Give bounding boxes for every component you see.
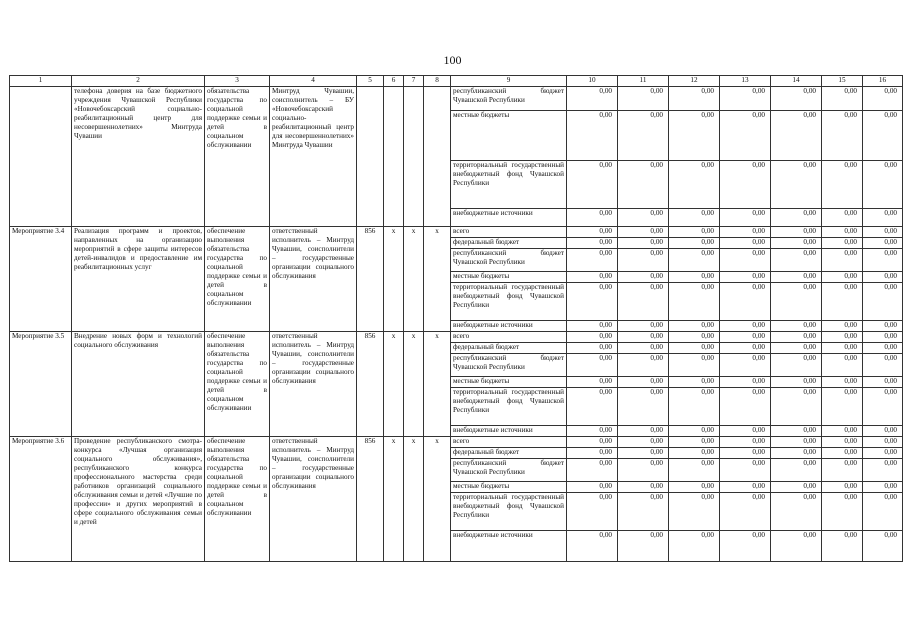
column-number: 15 — [822, 76, 863, 87]
code-cell — [357, 87, 384, 227]
amount-cell: 0,00 — [618, 227, 669, 238]
column-number: 6 — [384, 76, 404, 87]
amount-cell: 0,00 — [771, 482, 822, 493]
amount-cell: 0,00 — [720, 87, 771, 111]
amount-cell: 0,00 — [771, 377, 822, 388]
page-number: 100 — [443, 53, 462, 67]
measure-executor: ответственный исполнитель – Минтруд Чувашии, соисполнители – государственные организации социального обслуживания — [270, 437, 357, 562]
amount-cell: 0,00 — [822, 531, 863, 562]
amount-cell: 0,00 — [863, 87, 903, 111]
funding-source: всего — [451, 332, 567, 343]
amount-cell: 0,00 — [567, 354, 618, 377]
budget-code: 856 — [357, 437, 384, 562]
amount-cell: 0,00 — [669, 283, 720, 321]
amount-cell: 0,00 — [863, 482, 903, 493]
table-row — [10, 87, 903, 111]
funding-source: всего — [451, 437, 567, 448]
amount-cell: 0,00 — [618, 321, 669, 332]
amount-cell: 0,00 — [863, 377, 903, 388]
code-cell: x — [404, 227, 424, 332]
amount-cell: 0,00 — [669, 227, 720, 238]
measure-description: Внедрение новых форм и технологий социального обслуживания — [72, 332, 205, 437]
amount-cell: 0,00 — [822, 493, 863, 531]
amount-cell: 0,00 — [771, 459, 822, 482]
amount-cell: 0,00 — [822, 249, 863, 272]
funding-source: территориальный государственный внебюджетный фонд Чувашской Республики — [451, 161, 567, 209]
code-cell — [404, 87, 424, 227]
amount-cell: 0,00 — [618, 493, 669, 531]
funding-source: федеральный бюджет — [451, 448, 567, 459]
amount-cell: 0,00 — [618, 482, 669, 493]
amount-cell: 0,00 — [567, 227, 618, 238]
amount-cell: 0,00 — [567, 343, 618, 354]
amount-cell: 0,00 — [567, 209, 618, 227]
amount-cell: 0,00 — [863, 531, 903, 562]
amount-cell: 0,00 — [863, 354, 903, 377]
amount-cell: 0,00 — [567, 249, 618, 272]
amount-cell: 0,00 — [567, 482, 618, 493]
measure-goal: обеспечение выполнения обязательства государства по социальной поддержке семьи и детей в социальном обслуживании — [205, 332, 270, 437]
amount-cell: 0,00 — [863, 209, 903, 227]
amount-cell: 0,00 — [720, 111, 771, 161]
amount-cell: 0,00 — [618, 377, 669, 388]
funding-source: территориальный государственный внебюджетный фонд Чувашской Республики — [451, 388, 567, 426]
amount-cell: 0,00 — [669, 388, 720, 426]
amount-cell: 0,00 — [618, 448, 669, 459]
amount-cell: 0,00 — [567, 272, 618, 283]
amount-cell: 0,00 — [669, 448, 720, 459]
funding-source: федеральный бюджет — [451, 238, 567, 249]
amount-cell: 0,00 — [618, 388, 669, 426]
amount-cell: 0,00 — [669, 238, 720, 249]
measure-executor: ответственный исполнитель – Минтруд Чувашии, соисполнители – государственные организации социального обслуживания — [270, 227, 357, 332]
amount-cell: 0,00 — [863, 283, 903, 321]
table-row — [10, 332, 903, 343]
column-number: 10 — [567, 76, 618, 87]
amount-cell: 0,00 — [720, 448, 771, 459]
budget-table — [9, 75, 903, 562]
code-cell: x — [404, 332, 424, 437]
amount-cell: 0,00 — [720, 426, 771, 437]
amount-cell: 0,00 — [567, 321, 618, 332]
amount-cell: 0,00 — [618, 272, 669, 283]
amount-cell: 0,00 — [822, 426, 863, 437]
amount-cell: 0,00 — [822, 482, 863, 493]
amount-cell: 0,00 — [863, 238, 903, 249]
measure-goal: обеспечение выполнения обязательства государства по социальной поддержке семьи и детей в социальном обслуживании — [205, 227, 270, 332]
amount-cell: 0,00 — [822, 343, 863, 354]
amount-cell: 0,00 — [822, 111, 863, 161]
amount-cell: 0,00 — [863, 321, 903, 332]
measure-name-cell — [10, 87, 72, 227]
column-number: 12 — [669, 76, 720, 87]
amount-cell: 0,00 — [720, 459, 771, 482]
amount-cell: 0,00 — [771, 354, 822, 377]
amount-cell: 0,00 — [822, 227, 863, 238]
amount-cell: 0,00 — [567, 388, 618, 426]
table-row — [10, 437, 903, 448]
funding-source: республиканский бюджет Чувашской Республики — [451, 249, 567, 272]
amount-cell: 0,00 — [669, 377, 720, 388]
code-cell — [384, 87, 404, 227]
amount-cell: 0,00 — [720, 377, 771, 388]
amount-cell: 0,00 — [669, 111, 720, 161]
table-row — [10, 227, 903, 238]
column-number: 3 — [205, 76, 270, 87]
amount-cell: 0,00 — [669, 209, 720, 227]
funding-source: внебюджетные источники — [451, 209, 567, 227]
amount-cell: 0,00 — [720, 272, 771, 283]
column-number: 11 — [618, 76, 669, 87]
amount-cell: 0,00 — [720, 161, 771, 209]
amount-cell: 0,00 — [618, 283, 669, 321]
amount-cell: 0,00 — [720, 482, 771, 493]
amount-cell: 0,00 — [567, 493, 618, 531]
funding-source: территориальный государственный внебюджетный фонд Чувашской Республики — [451, 283, 567, 321]
column-number: 5 — [357, 76, 384, 87]
amount-cell: 0,00 — [863, 426, 903, 437]
amount-cell: 0,00 — [567, 426, 618, 437]
code-cell: x — [424, 332, 451, 437]
amount-cell: 0,00 — [822, 321, 863, 332]
measure-executor: ответственный исполнитель – Минтруд Чувашии, соисполнители – государственные организации социального обслуживания — [270, 332, 357, 437]
funding-source: внебюджетные источники — [451, 321, 567, 332]
amount-cell: 0,00 — [822, 354, 863, 377]
amount-cell: 0,00 — [567, 448, 618, 459]
measure-description: Реализация программ и проектов, направленных на организацию мероприятий в сфере защиты интересов детей-инвалидов и предоставление им реабилитационных услуг — [72, 227, 205, 332]
amount-cell: 0,00 — [618, 354, 669, 377]
code-cell: x — [424, 227, 451, 332]
amount-cell: 0,00 — [669, 343, 720, 354]
column-number: 9 — [451, 76, 567, 87]
amount-cell: 0,00 — [822, 332, 863, 343]
amount-cell: 0,00 — [771, 388, 822, 426]
amount-cell: 0,00 — [863, 161, 903, 209]
amount-cell: 0,00 — [771, 161, 822, 209]
funding-source: внебюджетные источники — [451, 426, 567, 437]
amount-cell: 0,00 — [863, 272, 903, 283]
amount-cell: 0,00 — [669, 161, 720, 209]
amount-cell: 0,00 — [669, 482, 720, 493]
code-cell — [424, 87, 451, 227]
amount-cell: 0,00 — [618, 87, 669, 111]
amount-cell: 0,00 — [720, 388, 771, 426]
amount-cell: 0,00 — [720, 343, 771, 354]
amount-cell: 0,00 — [863, 343, 903, 354]
amount-cell: 0,00 — [567, 437, 618, 448]
funding-source: всего — [451, 227, 567, 238]
amount-cell: 0,00 — [669, 493, 720, 531]
amount-cell: 0,00 — [771, 437, 822, 448]
amount-cell: 0,00 — [771, 283, 822, 321]
amount-cell: 0,00 — [720, 321, 771, 332]
amount-cell: 0,00 — [771, 343, 822, 354]
column-number: 8 — [424, 76, 451, 87]
amount-cell: 0,00 — [720, 437, 771, 448]
amount-cell: 0,00 — [669, 321, 720, 332]
amount-cell: 0,00 — [618, 459, 669, 482]
amount-cell: 0,00 — [567, 332, 618, 343]
measure-goal: обязательства государства по социальной поддержке семьи и детей в социальном обслуживании — [205, 87, 270, 227]
amount-cell: 0,00 — [720, 283, 771, 321]
funding-source: местные бюджеты — [451, 482, 567, 493]
amount-cell: 0,00 — [822, 161, 863, 209]
amount-cell: 0,00 — [618, 249, 669, 272]
funding-source: местные бюджеты — [451, 272, 567, 283]
measure-name: Мероприятие 3.5 — [10, 332, 72, 437]
amount-cell: 0,00 — [669, 272, 720, 283]
amount-cell: 0,00 — [822, 87, 863, 111]
amount-cell: 0,00 — [618, 437, 669, 448]
funding-source: федеральный бюджет — [451, 343, 567, 354]
amount-cell: 0,00 — [771, 87, 822, 111]
amount-cell: 0,00 — [618, 111, 669, 161]
amount-cell: 0,00 — [618, 531, 669, 562]
amount-cell: 0,00 — [669, 332, 720, 343]
amount-cell: 0,00 — [771, 238, 822, 249]
code-cell: x — [384, 227, 404, 332]
amount-cell: 0,00 — [863, 437, 903, 448]
amount-cell: 0,00 — [618, 209, 669, 227]
measure-goal: обеспечение выполнения обязательства государства по социальной поддержке семьи и детей в социальном обслуживании — [205, 437, 270, 562]
code-cell: x — [384, 332, 404, 437]
amount-cell: 0,00 — [669, 459, 720, 482]
column-number: 4 — [270, 76, 357, 87]
amount-cell: 0,00 — [822, 388, 863, 426]
amount-cell: 0,00 — [822, 437, 863, 448]
amount-cell: 0,00 — [863, 388, 903, 426]
amount-cell: 0,00 — [567, 161, 618, 209]
amount-cell: 0,00 — [618, 332, 669, 343]
amount-cell: 0,00 — [863, 493, 903, 531]
header-row — [10, 76, 903, 87]
amount-cell: 0,00 — [822, 272, 863, 283]
amount-cell: 0,00 — [863, 459, 903, 482]
amount-cell: 0,00 — [669, 87, 720, 111]
amount-cell: 0,00 — [567, 283, 618, 321]
amount-cell: 0,00 — [720, 209, 771, 227]
amount-cell: 0,00 — [771, 249, 822, 272]
amount-cell: 0,00 — [771, 209, 822, 227]
column-number: 13 — [720, 76, 771, 87]
column-number: 1 — [10, 76, 72, 87]
amount-cell: 0,00 — [669, 531, 720, 562]
amount-cell: 0,00 — [720, 332, 771, 343]
amount-cell: 0,00 — [771, 227, 822, 238]
amount-cell: 0,00 — [720, 227, 771, 238]
amount-cell: 0,00 — [618, 426, 669, 437]
funding-source: местные бюджеты — [451, 111, 567, 161]
amount-cell: 0,00 — [567, 111, 618, 161]
amount-cell: 0,00 — [771, 272, 822, 283]
amount-cell: 0,00 — [567, 87, 618, 111]
funding-source: республиканский бюджет Чувашской Республики — [451, 354, 567, 377]
budget-code: 856 — [357, 332, 384, 437]
amount-cell: 0,00 — [771, 321, 822, 332]
amount-cell: 0,00 — [771, 531, 822, 562]
amount-cell: 0,00 — [771, 111, 822, 161]
amount-cell: 0,00 — [720, 238, 771, 249]
amount-cell: 0,00 — [863, 111, 903, 161]
code-cell: x — [424, 437, 451, 562]
amount-cell: 0,00 — [567, 459, 618, 482]
amount-cell: 0,00 — [618, 343, 669, 354]
funding-source: местные бюджеты — [451, 377, 567, 388]
amount-cell: 0,00 — [771, 493, 822, 531]
funding-source: внебюджетные источники — [451, 531, 567, 562]
code-cell: x — [404, 437, 424, 562]
amount-cell: 0,00 — [720, 531, 771, 562]
amount-cell: 0,00 — [669, 249, 720, 272]
measure-name: Мероприятие 3.6 — [10, 437, 72, 562]
code-cell: x — [384, 437, 404, 562]
measure-description: Проведение республиканского смотра-конкурса «Лучшая организация социального обслуживания», республиканского конкурса профессионального мастерства среди работников организаций социального обслуживания семьи и детей «Лучшие по профессии» и других мероприятий в сфере социального обслуживания семьи и детей — [72, 437, 205, 562]
amount-cell: 0,00 — [567, 531, 618, 562]
funding-source: республиканский бюджет Чувашской Республики — [451, 87, 567, 111]
amount-cell: 0,00 — [567, 377, 618, 388]
column-number: 2 — [72, 76, 205, 87]
amount-cell: 0,00 — [771, 332, 822, 343]
amount-cell: 0,00 — [720, 493, 771, 531]
measure-description: телефона доверия на базе бюджетного учреждения Чувашской Республики «Новочебоксарский социально-реабилитационный центр для несовершеннолетних» Минтруда Чувашии — [72, 87, 205, 227]
measure-executor: Минтруд Чувашии, соисполнитель – БУ «Новочебоксарский социально-реабилитационный центр для несовершеннолетних» Минтруда Чувашии — [270, 87, 357, 227]
funding-source: территориальный государственный внебюджетный фонд Чувашской Республики — [451, 493, 567, 531]
amount-cell: 0,00 — [822, 238, 863, 249]
amount-cell: 0,00 — [822, 448, 863, 459]
column-number: 14 — [771, 76, 822, 87]
amount-cell: 0,00 — [771, 426, 822, 437]
amount-cell: 0,00 — [720, 249, 771, 272]
amount-cell: 0,00 — [822, 459, 863, 482]
amount-cell: 0,00 — [771, 448, 822, 459]
amount-cell: 0,00 — [863, 448, 903, 459]
amount-cell: 0,00 — [567, 238, 618, 249]
amount-cell: 0,00 — [822, 209, 863, 227]
amount-cell: 0,00 — [618, 238, 669, 249]
budget-code: 856 — [357, 227, 384, 332]
amount-cell: 0,00 — [822, 283, 863, 321]
amount-cell: 0,00 — [863, 227, 903, 238]
amount-cell: 0,00 — [863, 332, 903, 343]
amount-cell: 0,00 — [669, 354, 720, 377]
amount-cell: 0,00 — [618, 161, 669, 209]
amount-cell: 0,00 — [720, 354, 771, 377]
measure-name: Мероприятие 3.4 — [10, 227, 72, 332]
amount-cell: 0,00 — [863, 249, 903, 272]
amount-cell: 0,00 — [669, 426, 720, 437]
column-number: 7 — [404, 76, 424, 87]
funding-source: республиканский бюджет Чувашской Республики — [451, 459, 567, 482]
amount-cell: 0,00 — [669, 437, 720, 448]
amount-cell: 0,00 — [822, 377, 863, 388]
column-number: 16 — [863, 76, 903, 87]
